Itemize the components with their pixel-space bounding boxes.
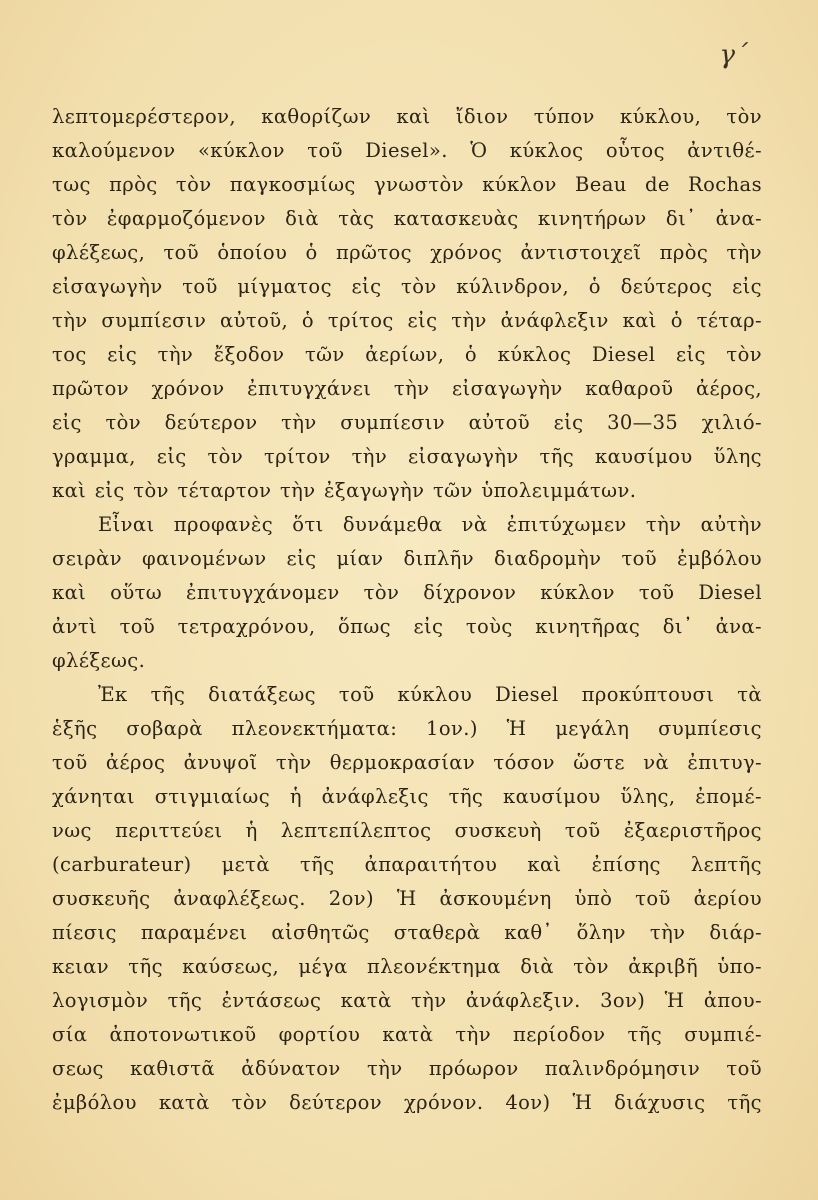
text-line: σία ἀποτονωτικοῦ φορτίου κατὰ τὴν περίοδον τῆς συμπιέ- xyxy=(52,1023,762,1046)
page-number: γ΄ xyxy=(719,40,748,70)
text-line: τοῦ ἀέρος ἀνυψοῖ τὴν θερμοκρασίαν τόσον ὥστε νὰ ἐπιτυγ- xyxy=(52,751,762,774)
text-line: τως πρὸς τὸν παγκοσμίως γνωστὸν κύκλον Beau de Rochas xyxy=(52,173,762,196)
text-line: Ἐκ τῆς διατάξεως τοῦ κύκλου Diesel προκύπτουσι τὰ xyxy=(98,683,762,706)
text-line: ἀντὶ τοῦ τετραχρόνου, ὅπως εἰς τοὺς κινητῆρας δι᾽ ἀνα- xyxy=(52,615,762,638)
text-line: εἰσαγωγὴν τοῦ μίγματος εἰς τὸν κύλινδρον, ὁ δεύτερος εἰς xyxy=(52,275,762,298)
text-line: σεως καθιστᾶ ἀδύνατον τὴν πρόωρον παλινδρόμησιν τοῦ xyxy=(52,1057,762,1080)
text-line: τὴν συμπίεσιν αὐτοῦ, ὁ τρίτος εἰς τὴν ἀνάφλεξιν καὶ ὁ τέταρ- xyxy=(52,309,762,332)
text-line: ἑξῆς σοβαρὰ πλεονεκτήματα: 1ον.) Ἡ μεγάλη συμπίεσις xyxy=(52,717,762,740)
text-line: χάνηται στιγμιαίως ἡ ἀνάφλεξις τῆς καυσίμου ὕλης, ἐπομέ- xyxy=(52,785,762,808)
text-line: πρῶτον χρόνον ἐπιτυγχάνει τὴν εἰσαγωγὴν καθαροῦ ἀέρος, xyxy=(52,377,762,400)
text-line: καλούμενον «κύκλον τοῦ Diesel». Ὁ κύκλος οὗτος ἀντιθέ- xyxy=(52,139,762,162)
paragraph-3 xyxy=(52,678,762,1120)
body-text xyxy=(52,100,762,1120)
text-line: καὶ οὕτω ἐπιτυγχάνομεν τὸν δίχρονον κύκλον τοῦ Diesel xyxy=(52,581,762,604)
paragraph-1 xyxy=(52,100,762,508)
text-line: φλέξεως, τοῦ ὁποίου ὁ πρῶτος χρόνος ἀντιστοιχεῖ πρὸς τὴν xyxy=(52,241,762,264)
text-line: (carburateur) μετὰ τῆς ἀπαραιτήτου καὶ ἐπίσης λεπτῆς xyxy=(52,853,762,876)
text-line: λεπτομερέστερον, καθορίζων καὶ ἴδιον τύπον κύκλου, τὸν xyxy=(52,105,762,128)
text-line: ἐμβόλου κατὰ τὸν δεύτερον χρόνον. 4ον) Ἡ διάχυσις τῆς xyxy=(52,1091,762,1114)
text-line: φλέξεως. xyxy=(52,649,146,672)
text-line: καὶ εἰς τὸν τέταρτον τὴν ἐξαγωγὴν τῶν ὑπολειμμάτων. xyxy=(52,479,637,502)
text-line: νως περιττεύει ἡ λεπτεπίλεπτος συσκευὴ τοῦ ἐξαεριστῆρος xyxy=(52,819,762,842)
text-line: εἰς τὸν δεύτερον τὴν συμπίεσιν αὐτοῦ εἰς 30—35 χιλιό- xyxy=(52,411,762,434)
text-line: γραμμα, εἰς τὸν τρίτον τὴν εἰσαγωγὴν τῆς καυσίμου ὕλης xyxy=(52,445,762,468)
text-line: κειαν τῆς καύσεως, μέγα πλεονέκτημα διὰ τὸν ἀκριβῆ ὑπο- xyxy=(52,955,762,978)
text-line: πίεσις παραμένει αἰσθητῶς σταθερὰ καθ᾽ ὅλην τὴν διάρ- xyxy=(52,921,762,944)
text-line: Εἶναι προφανὲς ὅτι δυνάμεθα νὰ ἐπιτύχωμεν τὴν αὐτὴν xyxy=(98,513,762,536)
text-line: τὸν ἐφαρμοζόμενον διὰ τὰς κατασκευὰς κινητήρων δι᾽ ἀνα- xyxy=(52,207,762,230)
text-line: τος εἰς τὴν ἔξοδον τῶν ἀερίων, ὁ κύκλος Diesel εἰς τὸν xyxy=(52,343,762,366)
text-line: λογισμὸν τῆς ἐντάσεως κατὰ τὴν ἀνάφλεξιν. 3ον) Ἡ ἀπου- xyxy=(52,989,762,1012)
text-line: σειρὰν φαινομένων εἰς μίαν διπλῆν διαδρομὴν τοῦ ἐμβόλου xyxy=(52,547,762,570)
text-line: συσκευῆς ἀναφλέξεως. 2ον) Ἡ ἀσκουμένη ὑπὸ τοῦ ἀερίου xyxy=(52,887,762,910)
paragraph-2 xyxy=(52,508,762,678)
